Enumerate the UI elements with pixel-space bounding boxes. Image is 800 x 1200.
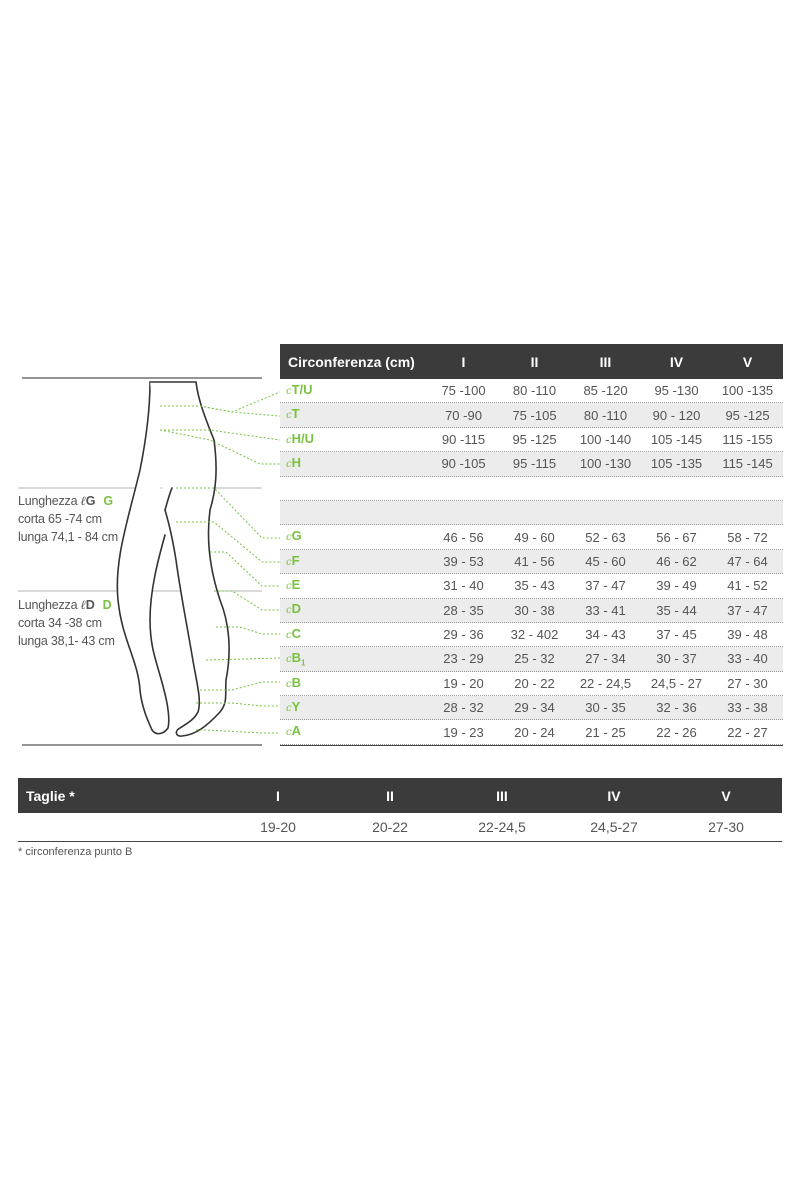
taglie-value: 19-20	[260, 819, 296, 835]
table-cell: 35 - 44	[656, 602, 697, 618]
table-cell: 32 - 36	[656, 700, 697, 716]
table-cell: 19 - 20	[443, 675, 484, 691]
table-cell: 22 - 27	[727, 724, 768, 740]
length-g-note	[18, 492, 118, 546]
table-bottom-border	[280, 745, 783, 746]
table-cell: 75 -100	[441, 383, 486, 399]
row-label-subscript: 1	[301, 658, 306, 668]
footnote: * circonferenza punto B	[18, 846, 133, 858]
row-label-code: T	[291, 406, 300, 422]
size-column-header: I	[461, 353, 466, 370]
row-label-code: F	[291, 552, 300, 568]
circumference-table	[280, 344, 783, 746]
row-label-code: C	[291, 625, 301, 641]
table-cell: 30 - 37	[656, 651, 697, 667]
table-cell: 27 - 30	[727, 675, 768, 691]
table-cell: 39 - 53	[443, 553, 484, 569]
row-label-code: H/U	[291, 430, 314, 446]
length-d-title: Lunghezza ℓD D	[18, 597, 112, 612]
table-cell: 28 - 32	[443, 700, 484, 716]
row-label-code: T/U	[291, 381, 313, 397]
row-label-code: B	[291, 674, 301, 690]
row-label-prefix: c	[286, 581, 292, 593]
length-d-short: corta 34 -38 cm	[18, 616, 102, 630]
table-cell: 75 -105	[512, 407, 557, 423]
row-label-code: B	[291, 650, 301, 666]
row-label	[280, 675, 428, 693]
table-row	[280, 525, 783, 549]
row-label-prefix: c	[286, 702, 292, 714]
row-label-code: E	[291, 577, 301, 593]
table-cell: 20 - 24	[514, 724, 555, 740]
row-label	[280, 650, 428, 668]
circumference-header-label: Circonferenza (cm)	[288, 353, 415, 370]
table-row	[280, 550, 783, 574]
taglie-table	[18, 778, 782, 842]
row-label	[280, 528, 428, 546]
table-cell: 90 -105	[441, 456, 486, 472]
table-row	[280, 428, 783, 452]
table-cell: 37 - 45	[656, 627, 697, 643]
taglie-column-header: V	[721, 787, 731, 804]
length-d-note	[18, 596, 115, 650]
legs-outline-icon	[117, 382, 229, 736]
row-label-prefix: c	[286, 654, 292, 666]
table-cell: 95 -125	[725, 407, 770, 423]
table-cell: 29 - 34	[514, 700, 555, 716]
table-row	[280, 599, 783, 623]
row-label-prefix: c	[286, 605, 292, 617]
taglie-value: 27-30	[708, 819, 744, 835]
table-row	[280, 623, 783, 647]
table-cell: 70 -90	[445, 407, 482, 423]
table-row	[280, 647, 783, 671]
length-g-long: lunga 74,1 - 84 cm	[18, 530, 118, 544]
circumference-table-body	[280, 379, 783, 745]
table-row	[280, 379, 783, 403]
table-cell: 80 -110	[512, 383, 557, 399]
table-cell: 27 - 34	[585, 651, 626, 667]
table-cell: 23 - 29	[443, 651, 484, 667]
table-cell: 34 - 43	[585, 627, 626, 643]
leader-line-a	[196, 730, 280, 733]
table-cell: 19 - 23	[443, 724, 484, 740]
table-cell: 30 - 35	[585, 700, 626, 716]
table-cell: 22 - 26	[656, 724, 697, 740]
table-cell: 20 - 22	[514, 675, 555, 691]
table-cell: 115 -155	[722, 431, 773, 447]
row-label	[280, 382, 428, 400]
table-row	[280, 696, 783, 720]
table-cell: 46 - 62	[656, 553, 697, 569]
table-cell: 95 -130	[654, 383, 699, 399]
table-cell: 90 - 120	[652, 407, 701, 423]
circumference-table-header	[280, 344, 783, 379]
row-label	[280, 723, 428, 741]
taglie-values-row	[18, 813, 782, 842]
table-cell: 41 - 56	[514, 553, 555, 569]
table-cell: 52 - 63	[585, 529, 626, 545]
table-cell: 45 - 60	[585, 553, 626, 569]
leader-line-t	[200, 406, 280, 416]
taglie-value: 22-24,5	[478, 819, 526, 835]
table-cell: 85 -120	[583, 383, 628, 399]
table-cell: 33 - 38	[727, 700, 768, 716]
row-label-prefix: c	[286, 385, 292, 397]
leader-line-d	[214, 591, 280, 610]
table-cell: 58 - 72	[727, 529, 768, 545]
row-label-prefix: c	[286, 727, 292, 739]
taglie-header-label: Taglie *	[26, 787, 75, 804]
table-cell: 21 - 25	[585, 724, 626, 740]
size-column-header: IV	[669, 353, 684, 370]
row-label	[280, 626, 428, 644]
taglie-column-header: IV	[607, 787, 621, 804]
size-column-header: II	[530, 353, 539, 370]
table-row	[280, 574, 783, 598]
table-cell: 46 - 56	[443, 529, 484, 545]
taglie-value: 24,5-27	[590, 819, 638, 835]
size-column-header: III	[599, 353, 612, 370]
row-label	[280, 699, 428, 717]
table-row	[280, 403, 783, 427]
table-cell: 30 - 38	[514, 602, 555, 618]
table-cell: 105 -135	[650, 456, 703, 472]
row-label-prefix: c	[286, 434, 292, 446]
row-label	[280, 601, 428, 619]
taglie-column-header: I	[276, 787, 280, 804]
row-label-prefix: c	[286, 410, 292, 422]
table-cell: 24,5 - 27	[650, 675, 703, 691]
table-cell: 31 - 40	[443, 578, 484, 594]
row-label-code: D	[291, 601, 301, 617]
length-g-short: corta 65 -74 cm	[18, 512, 102, 526]
table-cell: 49 - 60	[514, 529, 555, 545]
table-cell: 29 - 36	[443, 627, 484, 643]
table-cell: 95 -115	[512, 456, 557, 472]
row-label	[280, 406, 428, 424]
table-cell: 25 - 32	[514, 651, 555, 667]
table-cell: 100 -135	[721, 383, 774, 399]
length-g-title: Lunghezza ℓG G	[18, 493, 113, 508]
row-label	[280, 577, 428, 595]
table-cell: 95 -125	[512, 431, 557, 447]
leader-line-e	[210, 552, 280, 586]
table-cell: 100 -140	[579, 431, 632, 447]
row-label	[280, 553, 428, 571]
table-row	[280, 672, 783, 696]
table-cell: 33 - 40	[727, 651, 768, 667]
row-label-code: H	[291, 455, 301, 471]
table-row	[280, 477, 783, 501]
table-cell: 105 -145	[650, 431, 703, 447]
table-cell: 115 -145	[722, 456, 773, 472]
table-cell: 28 - 35	[443, 602, 484, 618]
row-label-prefix: c	[286, 459, 292, 471]
taglie-column-header: II	[386, 787, 394, 804]
table-cell: 22 - 24,5	[579, 675, 632, 691]
table-cell: 33 - 41	[585, 602, 626, 618]
row-label	[280, 455, 428, 473]
table-cell: 37 - 47	[727, 602, 768, 618]
taglie-value: 20-22	[372, 819, 408, 835]
row-label-code: G	[291, 528, 302, 544]
row-label-code: Y	[291, 698, 301, 714]
row-label-prefix: c	[286, 678, 292, 690]
table-cell: 39 - 49	[656, 578, 697, 594]
row-label	[280, 431, 428, 449]
row-label-prefix: c	[286, 556, 292, 568]
taglie-column-header: III	[496, 787, 508, 804]
row-label-prefix: c	[286, 629, 292, 641]
table-cell: 80 -110	[583, 407, 628, 423]
taglie-table-header	[18, 778, 782, 813]
table-cell: 100 -130	[579, 456, 632, 472]
table-row	[280, 452, 783, 476]
table-cell: 41 - 52	[727, 578, 768, 594]
table-cell: 90 -115	[441, 431, 486, 447]
table-cell: 37 - 47	[585, 578, 626, 594]
length-d-long: lunga 38,1- 43 cm	[18, 634, 115, 648]
table-cell: 39 - 48	[727, 627, 768, 643]
table-row	[280, 501, 783, 525]
row-label-prefix: c	[286, 532, 292, 544]
row-label-code: A	[291, 723, 301, 739]
table-cell: 35 - 43	[514, 578, 555, 594]
table-cell: 56 - 67	[656, 529, 697, 545]
size-column-header: V	[742, 353, 753, 370]
table-row	[280, 720, 783, 744]
table-cell: 47 - 64	[727, 553, 768, 569]
table-cell: 32 - 402	[510, 627, 559, 643]
